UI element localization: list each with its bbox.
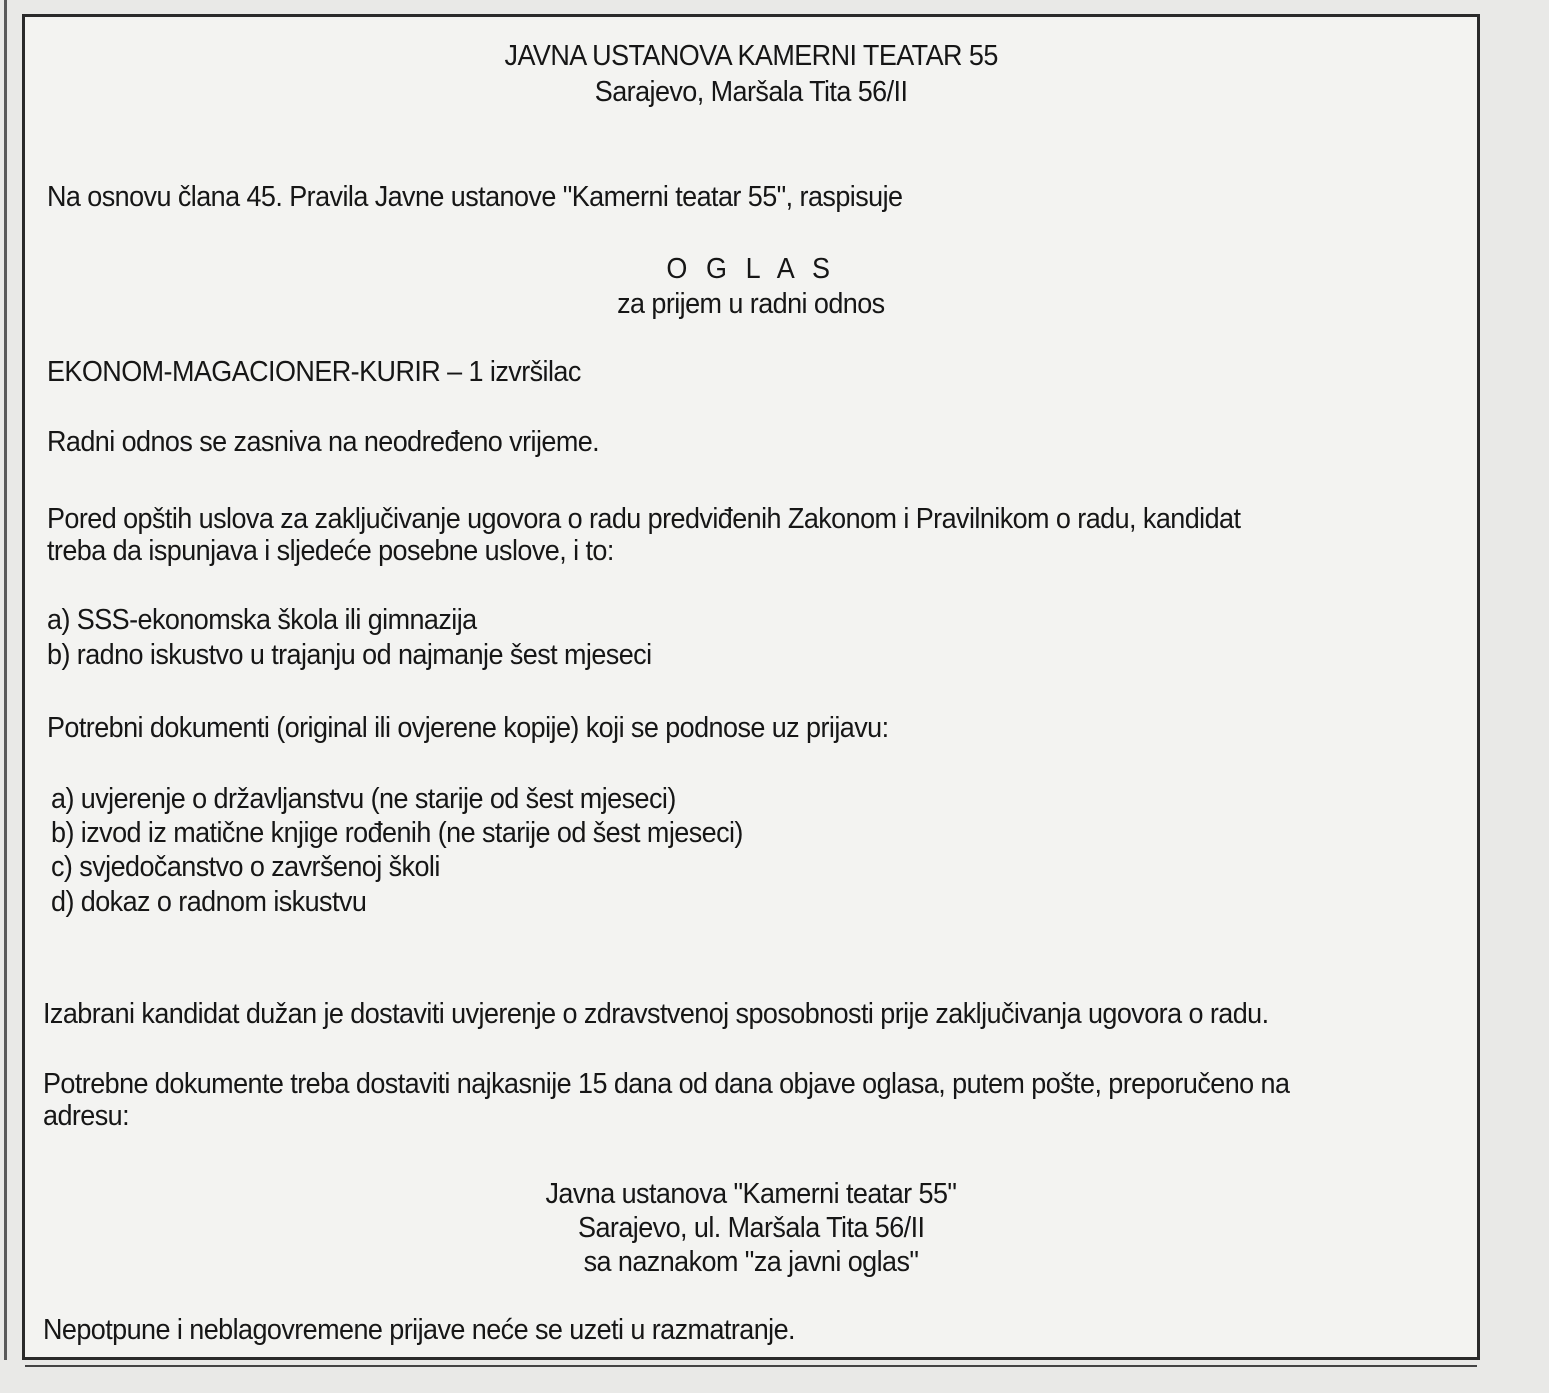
- employment-type: Radni odnos se zasniva na neodređeno vrijeme.: [47, 426, 600, 458]
- closing-note: Nepotpune i neblagovremene prijave neće se uzeti u razmatranje.: [43, 1314, 795, 1346]
- submission-line: Potrebne dokumente treba dostaviti najkasnije 15 dana od dana objave oglasa, putem pošte, preporučeno na: [43, 1068, 1290, 1100]
- conditions-intro-line: treba da ispunjava i sljedeće posebne uslove, i to:: [47, 535, 614, 567]
- institution-address: Sarajevo, Maršala Tita 56/II: [594, 76, 908, 108]
- job-advertisement: [22, 14, 1480, 1360]
- position-title: EKONOM-MAGACIONER-KURIR – 1 izvršilac: [47, 356, 581, 388]
- document-item: c) svjedočanstvo o završenoj školi: [51, 851, 440, 883]
- document-item: a) uvjerenje o državljanstvu (ne starije od šest mjeseci): [51, 783, 676, 815]
- document-item: b) izvod iz matične knjige rođenih (ne starije od šest mjeseci): [51, 817, 743, 849]
- bottom-rule: [25, 1365, 1477, 1367]
- page-edge: [4, 0, 7, 1360]
- mailing-address-line: Sarajevo, ul. Maršala Tita 56/II: [577, 1212, 925, 1244]
- notice-title: O G L A S: [666, 253, 836, 285]
- intro-text: Na osnovu člana 45. Pravila Javne ustanove "Kamerni teatar 55", raspisuje: [47, 181, 903, 213]
- mailing-address-line: Javna ustanova "Kamerni teatar 55": [545, 1178, 957, 1210]
- notice-subtitle: za prijem u radni odnos: [617, 288, 885, 320]
- document-item: d) dokaz o radnom iskustvu: [51, 886, 367, 918]
- institution-name: JAVNA USTANOVA KAMERNI TEATAR 55: [504, 40, 998, 72]
- conditions-intro-line: Pored opštih uslova za zaključivanje ugovora o radu predviđenih Zakonom i Pravilnikom o radu, kandidat: [47, 503, 1241, 535]
- health-note: Izabrani kandidat dužan je dostaviti uvjerenje o zdravstvenoj sposobnosti prije zaključivanja ugovora o radu.: [43, 998, 1269, 1030]
- mailing-address-line: sa naznakom "za javni oglas": [583, 1246, 919, 1278]
- condition-item: b) radno iskustvo u trajanju od najmanje šest mjeseci: [47, 639, 652, 671]
- documents-intro: Potrebni dokumenti (original ili ovjerene kopije) koji se podnose uz prijavu:: [47, 712, 889, 744]
- submission-line: adresu:: [43, 1100, 130, 1132]
- condition-item: a) SSS-ekonomska škola ili gimnazija: [47, 604, 477, 636]
